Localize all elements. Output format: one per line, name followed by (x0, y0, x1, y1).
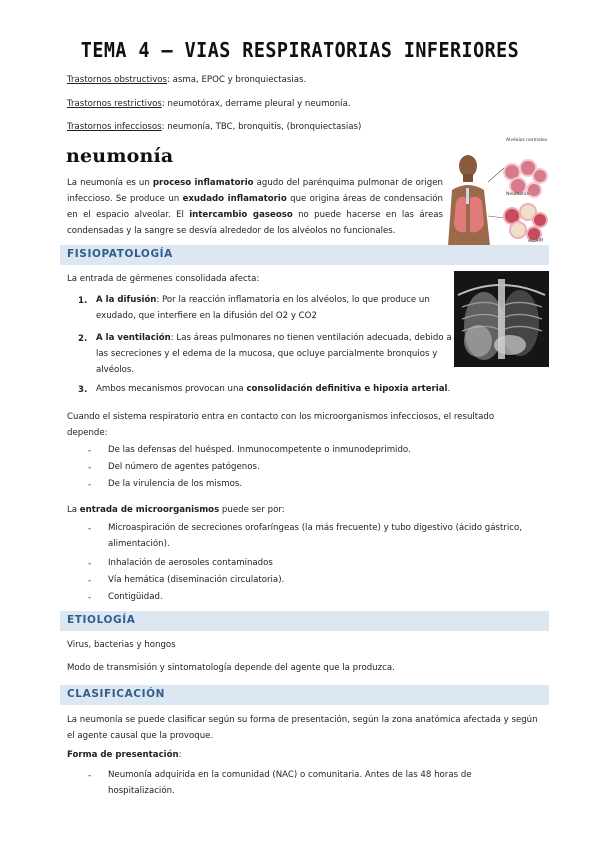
bullet-dash: - (88, 559, 92, 569)
bullet-dash: - (88, 463, 92, 473)
intro-infecciosos (67, 119, 549, 135)
fisio-item-ventilacion: A la ventilación: Las áreas pulmonares no tienen ventilación adecuada, debido a las secreciones y el edema de la mucosa, que ocluye parcialmente bronquios y alvéolos. (96, 333, 452, 375)
respiratory-contact-text: Cuando el sistema respiratorio entra en contacto con los microorganismos infecciosos, el resultado depende: (67, 412, 495, 438)
adam-logo: ADAM (528, 238, 544, 244)
page-title: TEMA 4 – VIAS RESPIRATORIAS INFERIORES (80, 38, 520, 62)
intro-label: Trastornos restrictivos (67, 99, 162, 109)
depends-item: Del número de agentes patógenos. (108, 462, 260, 472)
nac-item: Neumonía adquirida en la comunidad (NAC) o comunitaria. Antes de las 48 horas de hospitalización. (108, 770, 472, 796)
intro-text: : asma, EPOC y bronquiectasias. (167, 75, 307, 85)
list-number: 3. (78, 385, 88, 395)
bullet-dash: - (88, 576, 92, 586)
intro-text: : neumotórax, derrame pleural y neumonía. (161, 99, 351, 109)
entrada-item: Contigüidad. (108, 592, 163, 602)
list-number: 1. (78, 296, 88, 306)
fisio-lead: La entrada de gérmenes consolidada afecta: (67, 274, 260, 284)
figure-label-normal: Alvéolos normales (506, 138, 548, 143)
entrada-item: Vía hemática (diseminación circulatoria). (108, 575, 285, 585)
section-fisiopatologia (60, 245, 549, 265)
list-number: 2. (78, 334, 88, 344)
bullet-dash: - (88, 771, 92, 781)
bullet-dash: - (88, 446, 92, 456)
intro-label: Trastornos obstructivos (67, 75, 168, 85)
bullet-dash: - (88, 480, 92, 490)
neumonia-definition: La neumonía es un proceso inflamatorio agudo del parénquima pulmonar de origen infeccioso. Se produce un exudado inflamatorio que origina áreas de condensación en el espacio alveolar. El intercambio gaseoso no puede hacerse en las áreas condensadas y la sangre se desvía alrededor de los alvéolos no funcionales. (67, 178, 443, 236)
section-title: ETIOLOGÍA (67, 614, 136, 626)
intro-obstructivos (67, 72, 549, 88)
fisio-item-difusion: A la difusión: Por la reacción inflamatoria en los alvéolos, lo que produce un exudado, que interfiere en la difusión del O2 y CO2 (96, 295, 430, 321)
intro-text: : neumonía, TBC, bronquitis, (bronquiectasias) (161, 122, 362, 132)
bullet-dash: - (88, 593, 92, 603)
intro-restrictivos (67, 96, 549, 112)
bullet-dash: - (88, 524, 92, 534)
entrada-lead: La entrada de microorganismos puede ser por: (67, 505, 285, 515)
section-title: CLASIFICACIÓN (67, 688, 166, 700)
neumonia-heading: neumonía (66, 145, 174, 167)
figure-label-neumonia: Neumonía (506, 192, 529, 197)
clasif-intro: La neumonía se puede clasificar según su forma de presentación, según la zona anatómica afectada y según el agente causal que la provoque. (67, 715, 538, 741)
section-clasificacion (60, 685, 549, 705)
intro-label: Trastornos infecciosos (67, 122, 162, 132)
etio-transmission: Modo de transmisión y sintomatología depende del agente que la produzca. (67, 663, 395, 673)
chest-xray-image (454, 271, 549, 367)
section-title: FISIOPATOLOGÍA (67, 248, 173, 260)
section-etiologia (60, 611, 549, 631)
depends-item: De las defensas del huésped. Inmunocompetente o inmunodeprimido. (108, 445, 411, 455)
pneumonia-anatomy-illustration (446, 138, 548, 246)
depends-item: De la virulencia de los mismos. (108, 479, 243, 489)
forma-presentacion-label: Forma de presentación: (67, 750, 182, 760)
entrada-item: Inhalación de aerosoles contaminados (108, 558, 273, 568)
entrada-item: Microaspiración de secreciones orofaríngeas (la más frecuente) y tubo digestivo (ácido gástrico, alimentación). (108, 523, 522, 549)
etio-agents: Virus, bacterias y hongos (67, 640, 176, 650)
fisio-item-ambos: Ambos mecanismos provocan una consolidación definitiva e hipoxia arterial. (96, 384, 451, 394)
